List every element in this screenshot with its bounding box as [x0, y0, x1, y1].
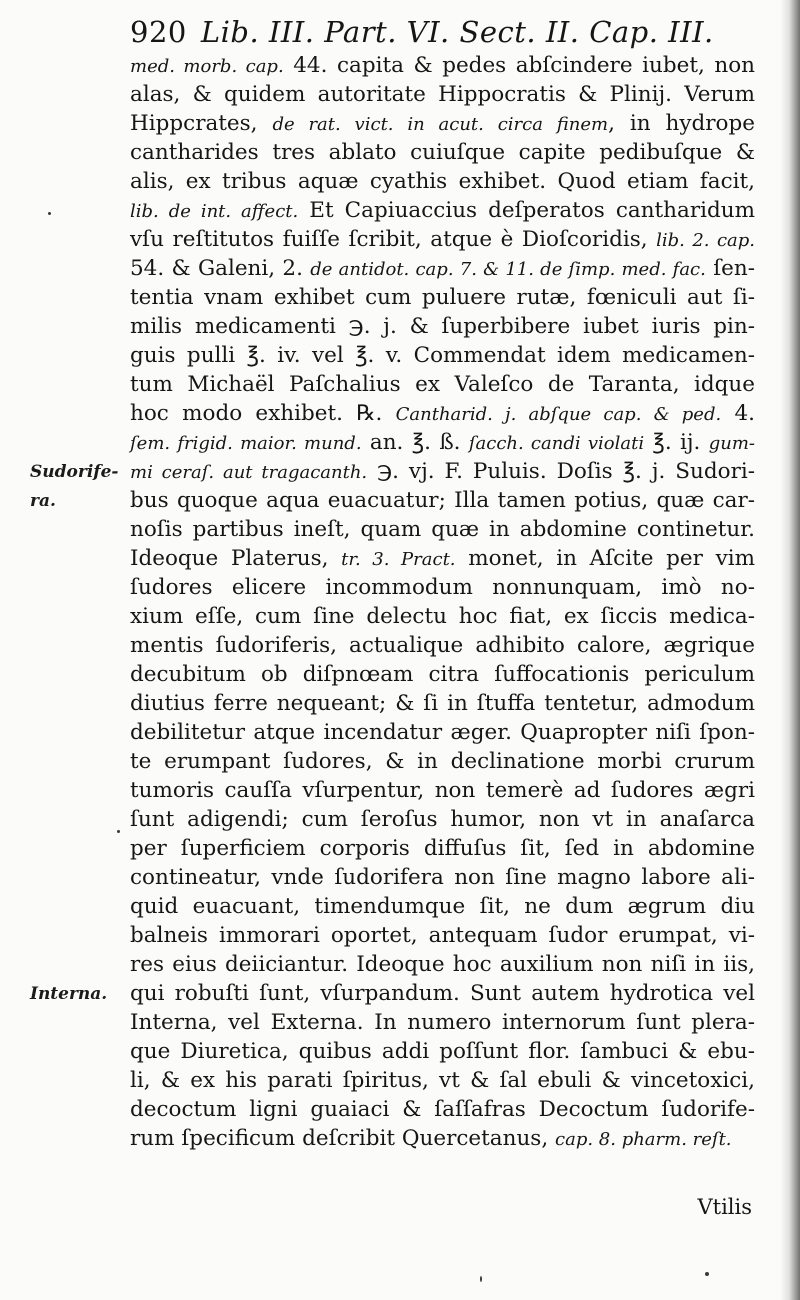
text-line [130, 776, 755, 805]
italic-reference: ſem. frigid. maior. mund. [130, 433, 362, 454]
text-run: qui robuſti ſunt, vſurpandum. Sunt autem hydrotica vel [130, 981, 755, 1006]
text-line [130, 689, 755, 718]
page-number: 920 [130, 15, 187, 49]
text-line [130, 225, 755, 254]
text-line [130, 109, 755, 138]
text-line [130, 515, 755, 544]
text-line [130, 486, 755, 515]
text-run: an. ℥. ß. [361, 430, 469, 455]
text-run: decoctum ligni guaiaci & ſaſſafras Decoctum ſudorife- [130, 1097, 755, 1122]
text-line [130, 747, 755, 776]
text-line [130, 399, 755, 428]
text-line [130, 573, 755, 602]
text-run: balneis immorari oportet, antequam ſudor erumpat, vi- [130, 923, 755, 948]
text-run: tumoris cauſſa vſurpentur, non temerè ad ſudores ægri [130, 778, 755, 803]
text-line [130, 283, 755, 312]
margin-note: ra. [30, 491, 56, 511]
text-line [130, 341, 755, 370]
text-run: 54. & Galeni, 2. [130, 256, 311, 281]
text-run: cantharides tres ablato cuiuſque capite pedibuſque & [130, 140, 755, 165]
text-run: milis medicamenti ℈. j. & ſuperbibere iubet iuris pin- [130, 314, 755, 339]
binding-shadow [780, 0, 800, 1300]
italic-reference: lib. de int. affect. [130, 201, 299, 222]
text-line [130, 312, 755, 341]
text-run: ℈. vj. F. Puluis. Doſis ℥. j. Sudori- [367, 459, 755, 484]
italic-reference: Cantharid. j. abſque cap. & ped. [395, 404, 722, 425]
italic-reference: cap. 8. pharm. reſt. [555, 1129, 732, 1150]
text-run: Hippcrates, [130, 111, 273, 136]
text-run: 4. [721, 401, 755, 426]
text-line [130, 950, 755, 979]
text-run: ſudores elicere incommodum nonnunquam, imò no- [130, 575, 755, 600]
text-line [130, 660, 755, 689]
text-run: Interna, vel Externa. In numero internorum ſunt plera- [130, 1010, 755, 1035]
text-run: ſunt adigendi; cum ſeroſus humor, non vt in anaſarca [130, 807, 755, 832]
text-line [130, 370, 755, 399]
text-line [130, 921, 755, 950]
text-line [130, 863, 755, 892]
margin-note: Sudorife- [30, 462, 119, 482]
text-run: tentia vnam exhibet cum puluere rutæ, fœniculi aut ſi- [130, 285, 755, 310]
text-line [130, 1008, 755, 1037]
italic-reference: gum- [708, 433, 755, 454]
text-line [130, 1095, 755, 1124]
text-run: quid euacuant, timendumque ſit, ne dum ægrum diu [130, 894, 755, 919]
text-line [130, 428, 755, 457]
text-run: alas, & quidem autoritate Hippocratis & Plinij. Verum [130, 82, 755, 107]
text-run: Ideoque Platerus, [130, 546, 342, 571]
text-line [130, 718, 755, 747]
text-run: vſu reſtitutos fuiſſe ſcribit, atque è Dioſcoridis, [130, 227, 657, 252]
body-text [130, 51, 755, 1153]
italic-reference: de antidot. cap. 7. & 11. de ſimp. med. fac. [310, 259, 706, 280]
text-run: res eius deiiciantur. Ideoque hoc auxilium non niſi in iis, [130, 952, 755, 977]
catchword: Vtilis [697, 1195, 752, 1219]
text-run: alis, ex tribus aquæ cyathis exhibet. Quod etiam facit, [130, 169, 755, 194]
text-line [130, 602, 755, 631]
text-run: 44. capita & pedes abſcindere iubet, non [283, 53, 755, 78]
text-run: te erumpant ſudores, & in declinatione morbi crurum [130, 749, 755, 774]
text-run: decubitum ob diſpnœam citra ſuffocationis periculum [130, 662, 755, 687]
text-line [130, 196, 755, 225]
text-line [130, 834, 755, 863]
text-run: diutius ferre nequeant; & ſi in ſtuffa tentetur, admodum [130, 691, 755, 716]
text-line [130, 80, 755, 109]
text-run: ſen- [705, 256, 755, 281]
text-line [130, 1066, 755, 1095]
text-line [130, 805, 755, 834]
ink-speck [117, 830, 120, 833]
italic-reference: med. morb. cap. [130, 56, 284, 77]
italic-reference: tr. 3. Pract. [341, 549, 456, 570]
text-line [130, 544, 755, 573]
text-run: tum Michaël Paſchalius ex Valeſco de Taranta, idque [130, 372, 755, 397]
italic-reference: de rat. vict. in acut. circa finem [272, 114, 609, 135]
text-line [130, 138, 755, 167]
text-run: , in hydrope [608, 111, 755, 136]
margin-note: Interna. [30, 984, 108, 1004]
ink-speck [705, 1272, 709, 1276]
text-line [130, 892, 755, 921]
italic-reference: lib. 2. cap. [656, 230, 755, 251]
text-run: per ſuperficiem corporis diffuſus ſit, ſed in abdomine [130, 836, 755, 861]
text-line [130, 979, 755, 1008]
italic-reference: ſacch. candi violati [468, 433, 645, 454]
text-line [130, 1037, 755, 1066]
running-title: Lib. III. Part. VI. Sect. II. Cap. III. [200, 15, 714, 49]
text-run: que Diuretica, quibus addi poſſunt flor. ſambuci & ebu- [130, 1039, 755, 1064]
text-run: ℥. ij. [644, 430, 709, 455]
text-run: li, & ex his parati ſpiritus, vt & ſal ebuli & vincetoxici, [130, 1068, 755, 1093]
text-run: bus quoque aqua euacuatur; Illa tamen potius, quæ car- [130, 488, 755, 513]
running-header [130, 14, 714, 50]
text-line [130, 631, 755, 660]
text-line [130, 1124, 755, 1153]
text-line [130, 167, 755, 196]
text-run: debilitetur atque incendatur æger. Quapropter niſi ſpon- [130, 720, 755, 745]
text-run: xium eſſe, cum ſine delectu hoc fiat, ex ſiccis medica- [130, 604, 755, 629]
text-line [130, 457, 755, 486]
text-run: noſis partibus ineſt, quam quæ in abdomine continetur. [130, 517, 755, 542]
ink-speck [480, 1276, 482, 1282]
text-run: mentis ſudoriferis, actualique adhibito calore, ægrique [130, 633, 755, 658]
text-line [130, 51, 755, 80]
text-line [130, 254, 755, 283]
text-run: monet, in Aſcite per vim [455, 546, 755, 571]
ink-speck [48, 212, 51, 215]
text-run: contineatur, vnde ſudorifera non ſine magno labore ali- [130, 865, 755, 890]
text-run: Et Capiuaccius deſperatos cantharidum [298, 198, 755, 223]
text-run: rum ſpecificum deſcribit Quercetanus, [130, 1126, 556, 1151]
text-run: guis pulli ℥. iv. vel ℥. v. Commendat idem medicamen- [130, 343, 755, 368]
italic-reference: mi ceraſ. aut tragacanth. [130, 462, 368, 483]
text-run: hoc modo exhibet. ℞. [130, 401, 396, 426]
